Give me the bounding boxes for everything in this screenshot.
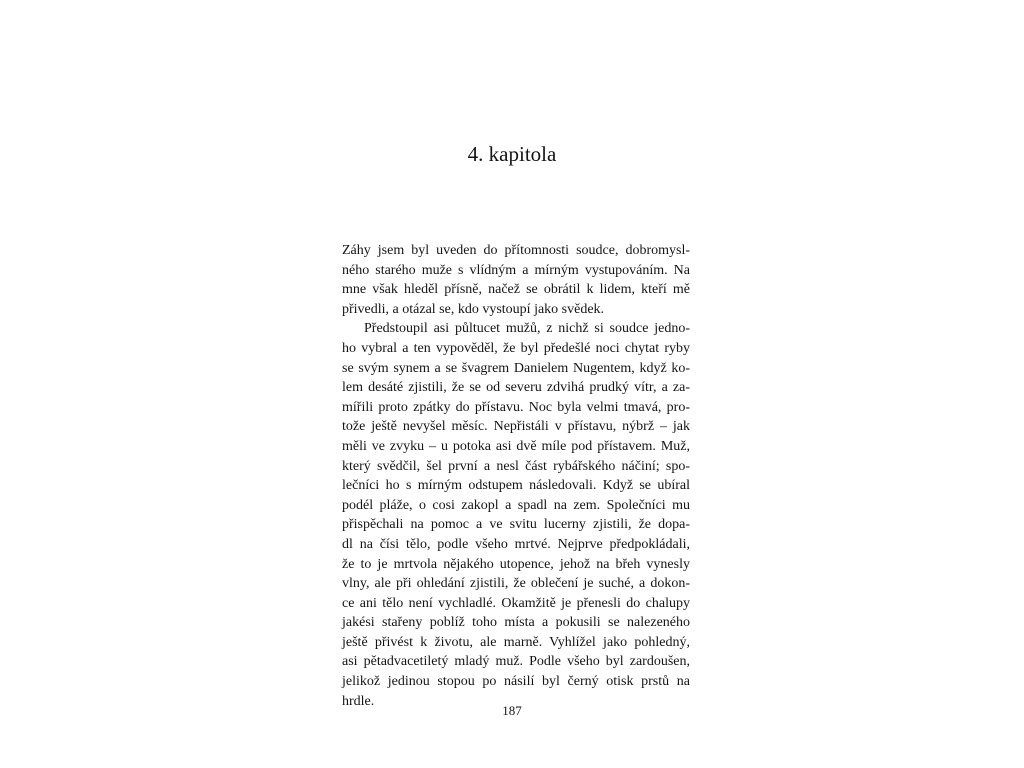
text-line: dl na čísi tělo, podle všeho mrtvé. Nejprve předpokládali, bbox=[342, 536, 690, 552]
text-line: hrdle. bbox=[342, 693, 375, 709]
text-line: měli ve zvyku – u potoka asi dvě míle pod přístavem. Muž, bbox=[342, 438, 690, 454]
text-line: mířili proto zpátky do přístavu. Noc byla velmi tmavá, pro- bbox=[342, 399, 690, 415]
page-number: 187 bbox=[502, 703, 522, 718]
text-line: jakési stařeny poblíž toho místa a pokusili se nalezeného bbox=[342, 615, 690, 631]
text-line: podél pláže, o cosi zakopl a spadl na zem. Společníci mu bbox=[342, 497, 690, 513]
chapter-title: 4. kapitola bbox=[467, 142, 557, 166]
text-line: ho vybral a ten vypověděl, že byl předešlé noci chytat ryby bbox=[342, 340, 690, 356]
text-line: ného starého muže s vlídným a mírným vystupováním. Na bbox=[342, 262, 690, 278]
text-line: jelikož jedinou stopou po násilí byl černý otisk prstů na bbox=[342, 674, 690, 690]
text-line: lečníci ho s mírným odstupem následovali. Když se ubíral bbox=[342, 478, 690, 494]
text-line: lem desáté zjistili, že se od severu zdvihá prudký vítr, a za- bbox=[342, 380, 690, 396]
text-line: vlny, ale při ohledání zjistili, že oblečení je suché, a dokon- bbox=[342, 576, 690, 592]
text-line: že to je mrtvola nějakého utopence, jehož na břeh vynesly bbox=[342, 556, 690, 572]
text-line: ještě přivést k životu, ale marně. Vyhlížel jako pohledný, bbox=[342, 634, 690, 650]
text-line: se svým synem a se švagrem Danielem Nugentem, když ko- bbox=[342, 360, 690, 376]
text-line: mne však hleděl přísně, načež se obrátil k lidem, kteří mě bbox=[342, 282, 690, 298]
text-line: přivedli, a otázal se, kdo vystoupí jako svědek. bbox=[342, 301, 605, 317]
text-line: ce ani tělo není vychladlé. Okamžitě je přenesli do chalupy bbox=[342, 595, 690, 611]
text-line: asi pětadvacetiletý mladý muž. Podle všeho byl zardoušen, bbox=[342, 654, 690, 670]
text-line: přispěchali na pomoc a ve svitu lucerny zjistili, že dopa- bbox=[342, 517, 690, 533]
text-line: Předstoupil asi půltucet mužů, z nichž si soudce jedno- bbox=[364, 321, 690, 337]
text-line: tože ještě nevyšel měsíc. Nepřistáli v přístavu, nýbrž – jak bbox=[342, 419, 690, 435]
text-line: Záhy jsem byl uveden do přítomnosti soudce, dobromysl- bbox=[342, 243, 690, 258]
text-line: který svědčil, šel první a nesl část rybářského náčiní; spo- bbox=[342, 458, 690, 474]
body-text bbox=[342, 241, 690, 711]
